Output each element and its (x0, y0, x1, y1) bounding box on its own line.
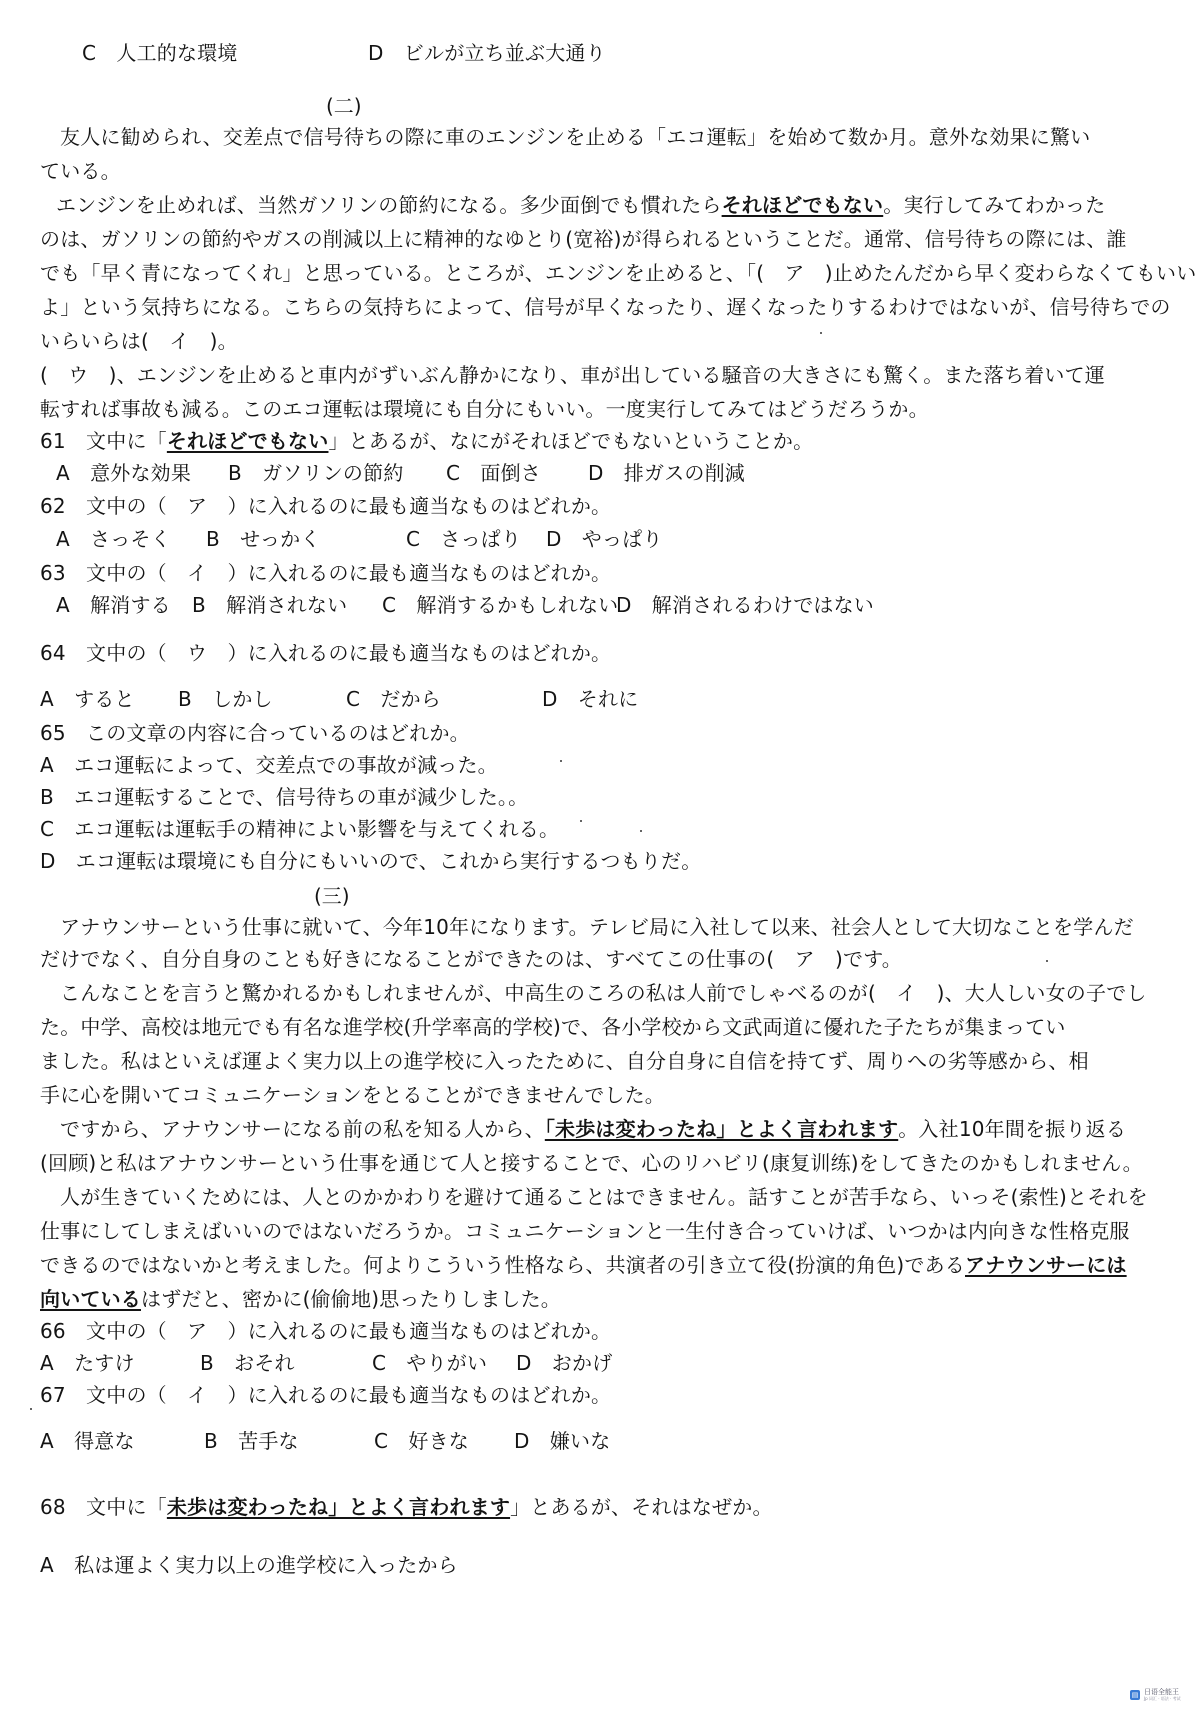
s3-line-10: 仕事にしてしまえばいいのではないだろうか。コミュニケーションと一生付き合っていけば、いつかは内向きな性格克服 (40, 1219, 1130, 1243)
section-2-heading: (二) (326, 94, 362, 118)
q62-option-c: C さっぱり (406, 527, 522, 551)
s2-line-9: 転すれば事故も減る。このエコ運転は環境にも自分にもいい。一度実行してみてはどうだろうか。 (40, 397, 929, 421)
s2-line-8: ( ウ )、エンジンを止めると車内がずいぶん静かになり、車が出している騒音の大きさにも驚く。また落ち着いて運 (40, 363, 1106, 387)
app-logo-sub: Jp 词汇 · 语法 · 考试 (1144, 1696, 1181, 1701)
s3-line-3: こんなことを言うと驚かれるかもしれませんが、中高生のころの私は人前でしゃべるのが( イ )、大人しい女の子でし (60, 981, 1147, 1005)
q68-option-a: A 私は運よく実力以上の進学校に入ったから (40, 1553, 458, 1577)
q61-pre: 61 文中に「 (40, 429, 167, 453)
q68-underline: 未歩は変わったね」とよく言われます (166, 1495, 511, 1519)
q62-option-d: D やっぱり (546, 527, 663, 551)
q65-option-c: C エコ運転は運転手の精神によい影響を与えてくれる。 (40, 817, 560, 841)
s3-line-5: ました。私はといえば運よく実力以上の進学校に入ったために、自分自身に自信を持てず、周りへの劣等感から、相 (40, 1049, 1089, 1073)
s3-line-7 (60, 1116, 1126, 1142)
s3-line-12-post: はずだと、密かに(偷偷地)思ったりしました。 (141, 1287, 562, 1311)
s3-line-8: (回顾)と私はアナウンサーという仕事を通じて人と接することで、心のリハビリ(康复训练)をしてきたのかもしれません。 (40, 1151, 1143, 1175)
q66-text: 66 文中の（ ア ）に入れるのに最も適当なものはどれか。 (40, 1319, 612, 1343)
q61-text (40, 428, 813, 454)
q67-option-a: A 得意な (40, 1429, 135, 1453)
prev-option-d: D ビルが立ち並ぶ大通り (368, 41, 606, 65)
app-watermark (1130, 1688, 1181, 1701)
underline-announcer: アナウンサーには (965, 1253, 1127, 1277)
s2-line-4: のは、ガソリンの節約やガスの削減以上に精神的なゆとり(宽裕)が得られるということだ。通常、信号待ちの際には、誰 (40, 227, 1127, 251)
q65-option-a: A エコ運転によって、交差点での事故が減った。 (40, 753, 498, 777)
q67-option-d: D 嫌いな (514, 1429, 611, 1453)
q64-option-a: A すると (40, 687, 135, 711)
q61-option-b: B ガソリンの節約 (228, 461, 404, 485)
s2-line-5: でも「早く青になってくれ」と思っている。ところが、エンジンを止めると、「( ア )止めたんだから早く変わらなくてもいい (40, 261, 1197, 285)
s2-line-3-post: 。実行してみてわかった (883, 193, 1106, 217)
s3-line-11 (40, 1252, 1127, 1278)
q61-option-d: D 排ガスの削減 (588, 461, 746, 485)
q61-underline: それほどでもない (166, 429, 329, 453)
q61-option-a: A 意外な効果 (56, 461, 192, 485)
q68-post: 」とあるが、それはなぜか。 (510, 1495, 773, 1519)
q61-post: 」とあるが、なにがそれほどでもないということか。 (328, 429, 814, 453)
q67-text: 67 文中の（ イ ）に入れるのに最も適当なものはどれか。 (40, 1383, 612, 1407)
s3-line-12 (40, 1286, 561, 1312)
s3-line-1: アナウンサーという仕事に就いて、今年10年になります。テレビ局に入社して以来、社会人として大切なことを学んだ (60, 915, 1134, 939)
s2-line-3 (56, 192, 1105, 218)
underline-miho: 「未歩は変わったね」とよく言われます (544, 1117, 899, 1141)
q65-option-d: D エコ運転は環境にも自分にもいいので、これから実行するつもりだ。 (40, 849, 702, 873)
q61-option-c: C 面倒さ (446, 461, 541, 485)
underline-sorehodo: それほどでもない (721, 193, 884, 217)
s3-line-4: た。中学、高校は地元でも有名な進学校(升学率高的学校)で、各小学校から文武両道に優れた子たちが集まってい (40, 1015, 1066, 1039)
q62-text: 62 文中の（ ア ）に入れるのに最も適当なものはどれか。 (40, 494, 612, 518)
q66-option-d: D おかげ (516, 1351, 613, 1375)
q63-option-d: D 解消されるわけではない (616, 593, 875, 617)
s3-line-9: 人が生きていくためには、人とのかかわりを避けて通ることはできません。話すことが苦手なら、いっそ(索性)とそれを (60, 1185, 1148, 1209)
q65-text: 65 この文章の内容に合っているのはどれか。 (40, 721, 470, 745)
q63-option-a: A 解消する (56, 593, 171, 617)
q68-pre: 68 文中に「 (40, 1495, 167, 1519)
q63-text: 63 文中の（ イ ）に入れるのに最も適当なものはどれか。 (40, 561, 612, 585)
s3-line-6: 手に心を開いてコミュニケーションをとることができませんでした。 (40, 1083, 665, 1107)
q67-option-c: C 好きな (374, 1429, 469, 1453)
q66-option-c: C やりがい (372, 1351, 488, 1375)
q66-option-a: A たすけ (40, 1351, 135, 1375)
s2-line-3-pre: エンジンを止めれば、当然ガソリンの節約になる。多少面倒でも慣れたら (56, 193, 722, 217)
s2-line-2: ている。 (40, 159, 121, 183)
q64-text: 64 文中の（ ウ ）に入れるのに最も適当なものはどれか。 (40, 641, 612, 665)
q64-option-b: B しかし (178, 687, 273, 711)
prev-option-c: C 人工的な環境 (82, 41, 238, 65)
s3-line-2: だけでなく、自分自身のことも好きになることができたのは、すべてこの仕事の( ア )です。 (40, 947, 903, 971)
q64-option-c: C だから (346, 687, 441, 711)
app-logo-icon: ▤ (1131, 1690, 1139, 1699)
app-logo-text: 日语全能王 (1144, 1688, 1179, 1696)
q66-option-b: B おそれ (200, 1351, 295, 1375)
s2-line-1: 友人に勧められ、交差点で信号待ちの際に車のエンジンを止める「エコ運転」を始めて数か月。意外な効果に驚い (60, 125, 1091, 149)
s2-line-7: いらいらは( イ )。 (40, 329, 238, 353)
s3-line-11-pre: できるのではないかと考えました。何よりこういう性格なら、共演者の引き立て役(扮演的角色)である (40, 1253, 966, 1277)
q62-option-a: A さっそく (56, 527, 171, 551)
s3-line-7-tail: 入社10年間を振り返る (918, 1117, 1127, 1141)
q63-option-c: C 解消するかもしれない (382, 593, 619, 617)
q67-option-b: B 苦手な (204, 1429, 299, 1453)
s2-line-6: よ」という気持ちになる。こちらの気持ちによって、信号が早くなったり、遅くなったりするわけではないが、信号待ちでの (40, 295, 1171, 319)
section-3-heading: (三) (314, 884, 350, 908)
q68-text (40, 1494, 773, 1520)
s3-line-7-post: 。 (898, 1117, 919, 1141)
underline-muiteiru: 向いている (40, 1287, 141, 1311)
q64-option-d: D それに (542, 687, 639, 711)
q62-option-b: B せっかく (206, 527, 321, 551)
s3-line-7-pre: ですから、アナウンサーになる前の私を知る人から、 (60, 1117, 545, 1141)
q63-option-b: B 解消されない (192, 593, 348, 617)
q65-option-b: B エコ運転することで、信号待ちの車が減少した。。 (40, 785, 529, 809)
